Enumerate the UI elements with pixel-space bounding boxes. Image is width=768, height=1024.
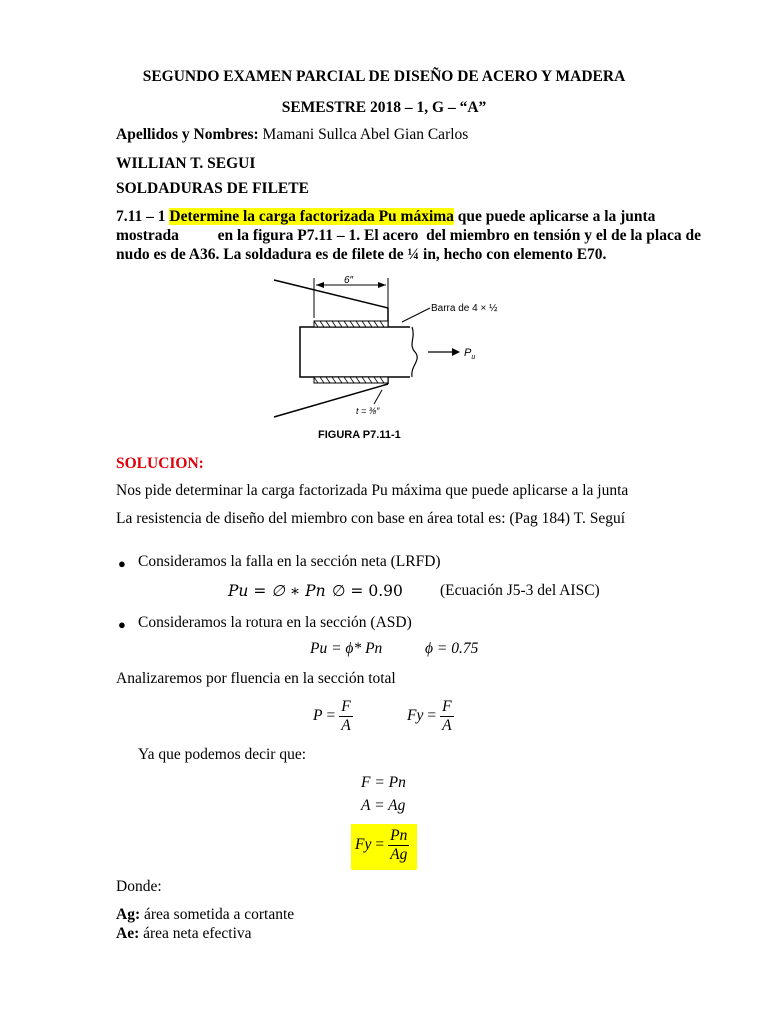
- solution-paragraph-2: La resistencia de diseño del miembro con base en área total es: (Pag 184) T. Seguí: [116, 510, 626, 527]
- definition-term: Ae:: [116, 925, 140, 942]
- bullet-marker: ●: [118, 617, 126, 632]
- equation-fy-over-a: Fy = $\frac{F}{A}$: [407, 698, 452, 734]
- problem-line-3: nudo es de A36. La soldadura es de filete de ¼ in, hecho con elemento E70.: [116, 246, 607, 263]
- equation-a-ag: A = Ag: [361, 797, 406, 814]
- fraction: $\frac{Pn}{Ag}$: [390, 827, 408, 863]
- thickness-label: t = ⅜″: [356, 406, 380, 416]
- figure-caption: FIGURA P7.11-1: [318, 429, 401, 441]
- bullet-2: Consideramos la rotura en la sección (ASD): [138, 614, 412, 631]
- solution-paragraph-1: Nos pide determinar la carga factorizada Pu máxima que puede aplicarse a la junta: [116, 482, 629, 499]
- student-label: Apellidos y Nombres:: [116, 126, 259, 143]
- bullet-1: Consideramos la falla en la sección neta (LRFD): [138, 553, 441, 570]
- gusset-top-edge: [274, 280, 388, 308]
- definition-term: Ag:: [116, 906, 141, 923]
- equation-fy-pn-ag: Fy = $\frac{Pn}{Ag}$: [355, 827, 408, 863]
- problem-highlight: Determine la carga factorizada Pu máxima: [169, 208, 454, 225]
- dimension-label: 6″: [344, 275, 354, 286]
- solution-paragraph-4: Ya que podemos decir que:: [138, 746, 307, 763]
- equation-1-reference: (Ecuación J5-3 del AISC): [440, 582, 600, 599]
- semester: SEMESTRE 2018 – 1, G – “A”: [281, 99, 487, 116]
- fraction: $\frac{F}{A}$: [341, 698, 351, 734]
- equation-2: Pu = ϕ* Pn: [310, 640, 383, 657]
- bullet-marker: ●: [118, 556, 126, 571]
- where-label: Donde:: [116, 878, 162, 895]
- tension-bar: [300, 327, 412, 377]
- equation-f-pn: F = Pn: [361, 774, 406, 791]
- load-label: $P_u$: [464, 347, 476, 361]
- problem-line-2: mostrada en la figura P7.11 – 1. El acero del miembro en tensión y el de la placa de: [116, 227, 701, 244]
- bar-label: Barra de 4 × ½: [431, 303, 498, 314]
- solution-heading: SOLUCION:: [116, 455, 204, 472]
- problem-rest: que puede aplicarse a la junta: [457, 208, 656, 225]
- student-name: Mamani Sullca Abel Gian Carlos: [262, 126, 469, 143]
- student-line: [116, 126, 468, 144]
- equation-1-phi: ∅ = 0.90: [332, 582, 403, 600]
- figure-p7-11-1: [270, 272, 520, 444]
- equation-1: Pu = ∅ ∗ Pn: [228, 582, 326, 600]
- fraction: $\frac{F}{A}$: [442, 698, 452, 734]
- problem-number: 7.11 – 1: [116, 208, 166, 225]
- equation-2-phi: ϕ = 0.75: [425, 640, 479, 657]
- definition-text: área neta efectiva: [143, 925, 252, 942]
- definition-text: área sometida a cortante: [143, 906, 295, 923]
- exam-title: SEGUNDO EXAMEN PARCIAL DE DISEÑO DE ACERO Y MADERA: [142, 68, 626, 85]
- definition-ae: [116, 925, 252, 943]
- definition-ag: [116, 906, 294, 924]
- solution-paragraph-3: Analizaremos por fluencia en la sección total: [116, 670, 396, 687]
- author-heading: WILLIAN T. SEGUI: [116, 155, 256, 172]
- problem-line-1: [116, 208, 655, 226]
- equation-p-over-a: P = $\frac{F}{A}$: [313, 698, 351, 734]
- section-heading: SOLDADURAS DE FILETE: [116, 180, 309, 197]
